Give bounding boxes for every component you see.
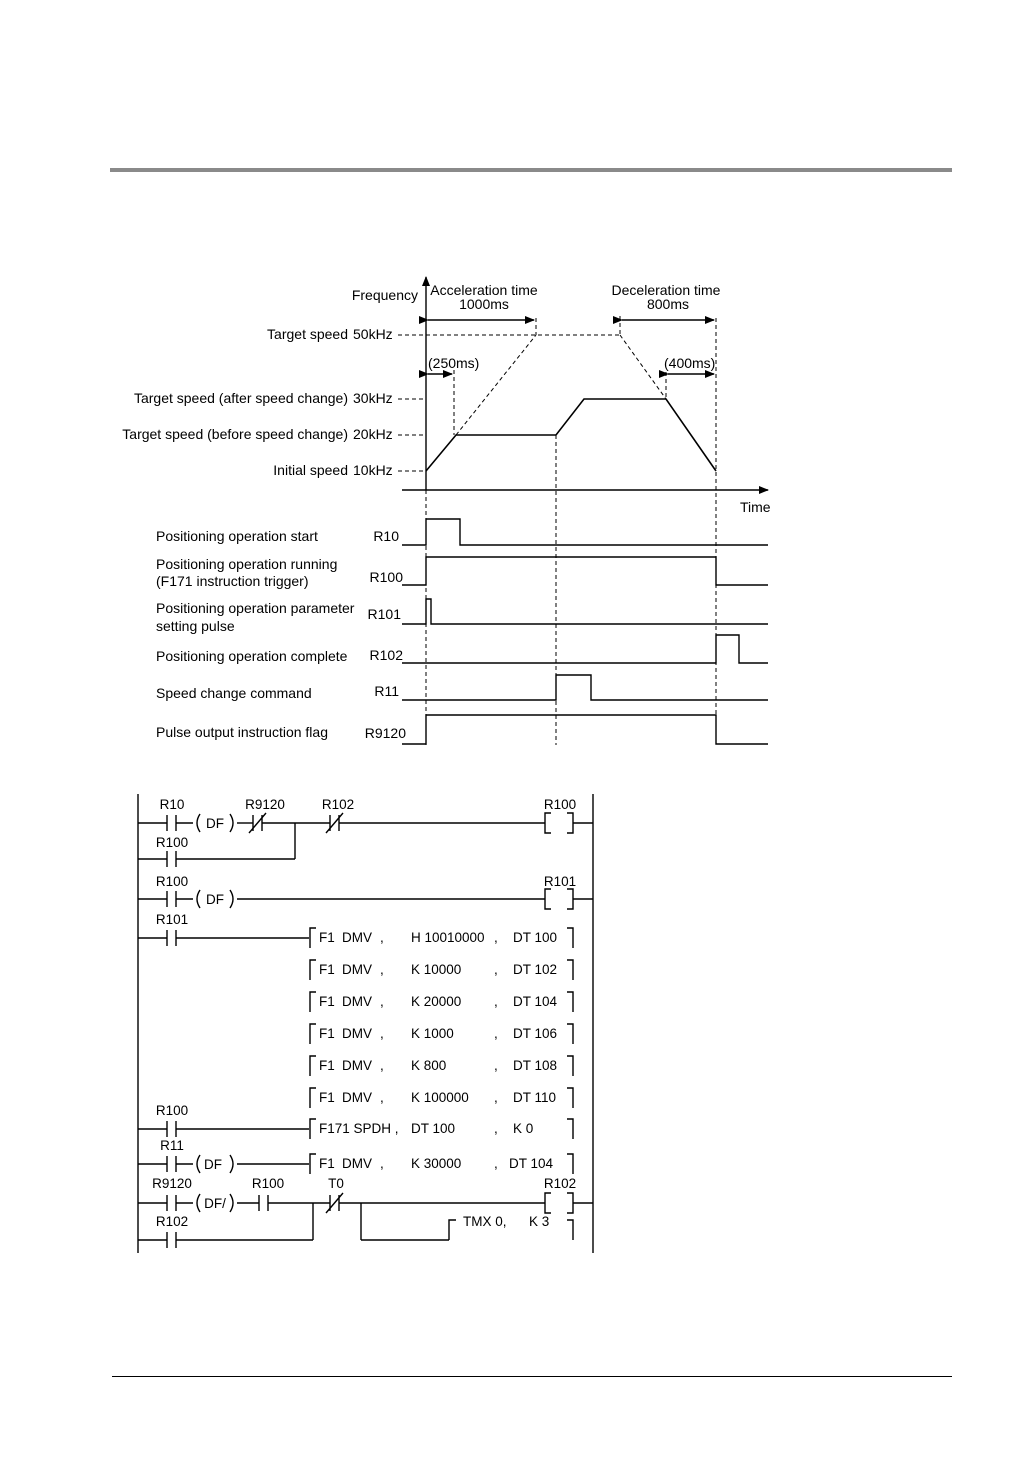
svg-text:,: , — [494, 1090, 498, 1105]
svg-text:DT 104: DT 104 — [513, 994, 558, 1009]
waveform-r101 — [402, 599, 768, 624]
svg-text:K 100000: K 100000 — [411, 1090, 469, 1105]
timer-constant: K 3 — [529, 1214, 550, 1229]
svg-text:,: , — [494, 930, 498, 945]
instruction-row — [319, 994, 558, 1009]
signal-relay: R10 — [373, 528, 399, 544]
speed-level-label: Target speed (after speed change) — [133, 390, 348, 406]
coil-label: R100 — [543, 797, 577, 812]
contact-label: R100 — [155, 874, 189, 889]
waveform-r10 — [402, 519, 768, 545]
contact-label: R100 — [155, 1103, 189, 1118]
signal-label: Positioning operation start — [156, 528, 318, 544]
y-axis-label: Frequency — [351, 287, 418, 303]
df-label: DF — [206, 816, 224, 831]
signal-relay: R101 — [367, 606, 401, 622]
svg-text:,: , — [380, 1090, 384, 1105]
instruction-row — [319, 1026, 557, 1041]
svg-text:F1: F1 — [319, 994, 335, 1009]
svg-text:DMV: DMV — [342, 1156, 372, 1171]
svg-text:F1: F1 — [319, 962, 335, 977]
svg-text:DMV: DMV — [342, 930, 372, 945]
coil-label: R102 — [543, 1176, 577, 1191]
timing-chart — [398, 277, 768, 745]
svg-text:DT 100: DT 100 — [411, 1121, 456, 1136]
svg-text:F1: F1 — [319, 1026, 335, 1041]
contact-label: R101 — [155, 912, 189, 927]
svg-text:K 30000: K 30000 — [411, 1156, 462, 1171]
svg-text:,: , — [380, 1058, 384, 1073]
waveform-r9120 — [402, 715, 768, 744]
speed-level-value: 20kHz — [353, 426, 393, 442]
speed-level-leaders — [398, 316, 716, 745]
svg-text:K 10000: K 10000 — [411, 962, 462, 977]
svg-text:F1: F1 — [319, 1090, 335, 1105]
svg-text:DMV: DMV — [342, 1090, 372, 1105]
svg-text:K 800: K 800 — [411, 1058, 447, 1073]
accel-time-value: 1000ms — [459, 296, 509, 312]
contact-label: R100 — [251, 1176, 285, 1191]
svg-text:,: , — [380, 962, 384, 977]
svg-text:DT 108: DT 108 — [513, 1058, 558, 1073]
svg-text:,: , — [380, 994, 384, 1009]
svg-text:K 1000: K 1000 — [411, 1026, 454, 1041]
instruction-row — [319, 1090, 556, 1105]
speed-level-label: Initial speed — [273, 462, 348, 478]
signal-relay: R9120 — [364, 725, 406, 741]
svg-text:,: , — [380, 930, 384, 945]
svg-text:DT 100: DT 100 — [513, 930, 558, 945]
svg-text:F171 SPDH ,: F171 SPDH , — [319, 1121, 399, 1136]
waveform-r102 — [402, 635, 768, 663]
signal-relay: R100 — [369, 569, 403, 585]
coil-label: R101 — [543, 874, 577, 889]
speed-level-value: 10kHz — [353, 462, 393, 478]
svg-text:,: , — [380, 1156, 384, 1171]
svg-text:,: , — [494, 1121, 498, 1136]
waveform-r11 — [402, 675, 768, 700]
svg-text:,: , — [494, 1026, 498, 1041]
decel-time-value: 800ms — [646, 296, 690, 312]
instruction-row — [319, 962, 557, 977]
signal-label: Positioning operation complete — [156, 648, 348, 664]
speed-level-value: 50kHz — [353, 326, 393, 342]
svg-text:,: , — [494, 962, 498, 977]
df-label: DF — [204, 1157, 222, 1172]
instruction-row — [319, 930, 557, 945]
svg-text:H 10010000: H 10010000 — [411, 930, 485, 945]
signal-relay: R102 — [369, 647, 403, 663]
contact-label: R102 — [155, 1214, 189, 1229]
contact-label: R100 — [155, 835, 189, 850]
ladder-text — [152, 797, 576, 1229]
signal-label: Pulse output instruction flag — [156, 724, 328, 740]
svg-text:DT 110: DT 110 — [513, 1090, 557, 1105]
contact-label: R10 — [159, 797, 185, 812]
signal-label: Positioning operation running — [156, 556, 338, 572]
signal-label: setting pulse — [156, 618, 235, 634]
svg-text:,: , — [494, 994, 498, 1009]
speed-level-value: 30kHz — [353, 390, 393, 406]
speed-profile-line — [426, 399, 716, 471]
signal-label: Speed change command — [156, 685, 312, 701]
speed-level-label: Target speed — [267, 326, 348, 342]
contact-label: R102 — [321, 797, 355, 812]
signal-relay: R11 — [374, 683, 399, 699]
decel-time-title: Deceleration time — [611, 282, 721, 298]
svg-text:F1: F1 — [319, 1156, 335, 1171]
svg-text:DT 106: DT 106 — [513, 1026, 558, 1041]
waveform-r100 — [402, 557, 768, 585]
accel-time-title: Acceleration time — [430, 282, 538, 298]
contact-label: T0 — [328, 1176, 344, 1191]
instruction-row — [319, 1156, 554, 1171]
rung-3 — [138, 928, 573, 1108]
svg-text:DMV: DMV — [342, 1026, 372, 1041]
x-axis-label: Time — [740, 499, 771, 515]
svg-text:DT 104: DT 104 — [509, 1156, 554, 1171]
signal-label: Positioning operation parameter — [156, 600, 355, 616]
instruction-row — [319, 1121, 533, 1136]
svg-text:,: , — [494, 1058, 498, 1073]
svg-text:K 0: K 0 — [513, 1121, 534, 1136]
accel-partial-label: (250ms) — [428, 355, 480, 371]
svg-text:F1: F1 — [319, 1058, 335, 1073]
svg-text:DMV: DMV — [342, 962, 372, 977]
ladder-diagram — [138, 794, 593, 1253]
svg-text:DT 102: DT 102 — [513, 962, 558, 977]
svg-text:K 20000: K 20000 — [411, 994, 462, 1009]
instruction-brackets — [310, 928, 573, 1108]
df-label: DF — [206, 892, 224, 907]
df-label: DF/ — [204, 1196, 226, 1211]
svg-text:F1: F1 — [319, 930, 335, 945]
timer-instruction: TMX 0, — [463, 1214, 507, 1229]
timing-chart-text — [122, 282, 771, 741]
svg-text:,: , — [380, 1026, 384, 1041]
signal-label: (F171 instruction trigger) — [156, 573, 309, 589]
contact-label: R9120 — [245, 797, 285, 812]
instruction-row — [319, 1058, 557, 1073]
svg-text:DMV: DMV — [342, 1058, 372, 1073]
footer-rule — [112, 1376, 952, 1377]
contact-label: R9120 — [152, 1176, 192, 1191]
speed-level-label: Target speed (before speed change) — [122, 426, 348, 442]
contact-label: R11 — [160, 1138, 184, 1153]
decel-partial-label: (400ms) — [664, 355, 716, 371]
svg-text:DMV: DMV — [342, 994, 372, 1009]
svg-text:,: , — [494, 1156, 498, 1171]
